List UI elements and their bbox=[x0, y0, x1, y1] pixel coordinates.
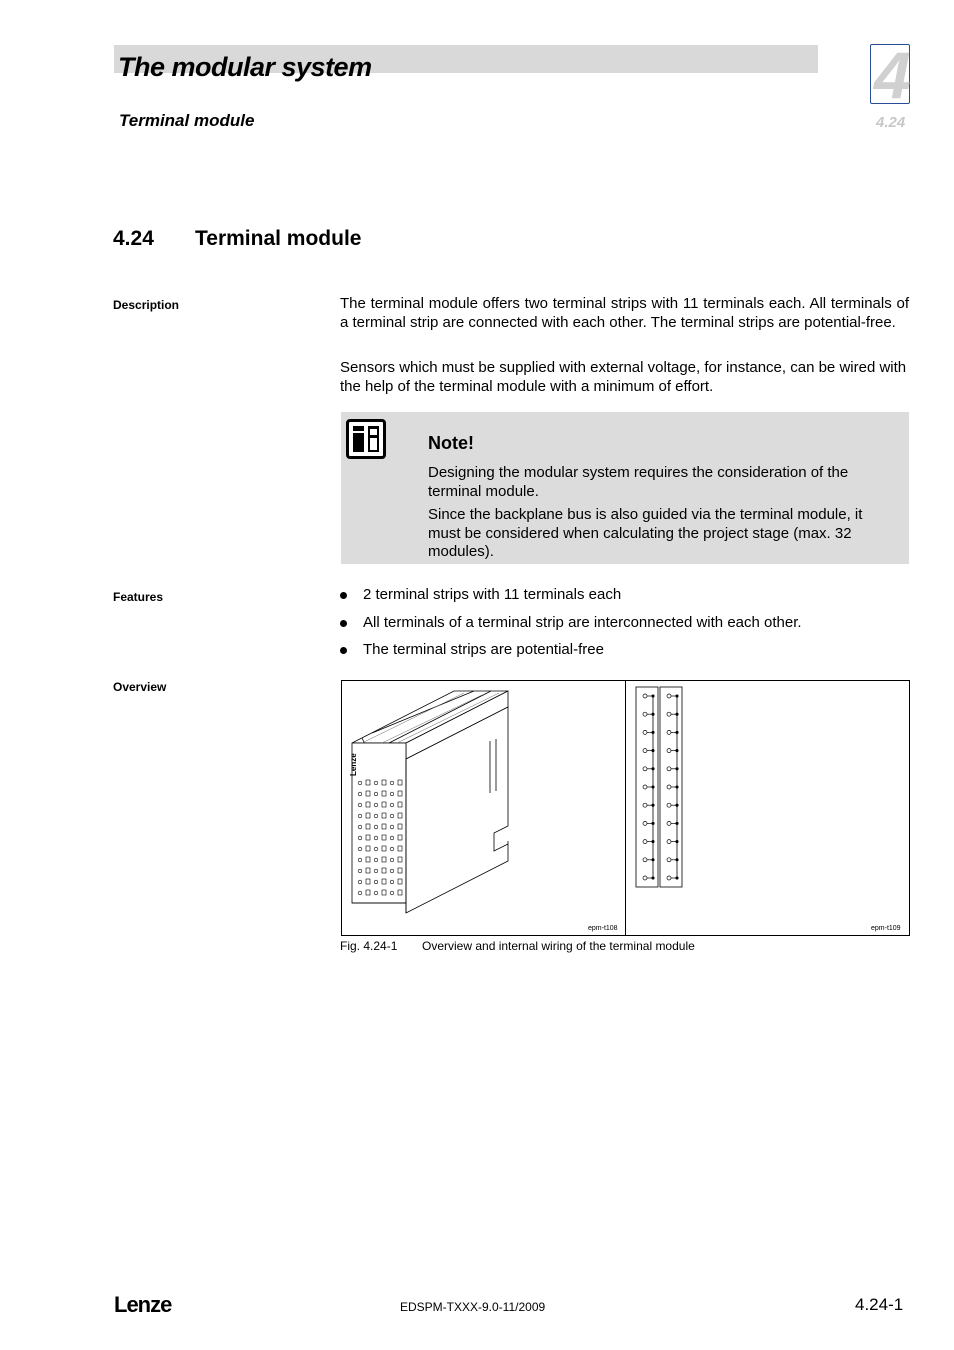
terminal-point bbox=[667, 840, 671, 844]
label-overview: Overview bbox=[113, 680, 167, 694]
figure-number: Fig. 4.24-1 bbox=[340, 939, 398, 953]
junction-dot bbox=[652, 840, 654, 842]
junction-dot bbox=[676, 731, 678, 733]
figure-code-left: epm-t108 bbox=[588, 925, 618, 932]
junction-dot bbox=[676, 822, 678, 824]
junction-dot bbox=[652, 713, 654, 715]
terminal-point bbox=[667, 821, 671, 825]
junction-dot bbox=[652, 786, 654, 788]
junction-dot bbox=[652, 731, 654, 733]
terminal-point bbox=[667, 730, 671, 734]
terminal-point bbox=[643, 840, 647, 844]
document-subtitle: Terminal module bbox=[119, 111, 255, 130]
label-features: Features bbox=[113, 590, 164, 604]
junction-dot bbox=[676, 859, 678, 861]
junction-dot bbox=[676, 768, 678, 770]
section-title: Terminal module bbox=[195, 227, 362, 250]
figure-caption bbox=[340, 939, 695, 953]
terminal-point bbox=[643, 785, 647, 789]
footer-logo: Lenze bbox=[114, 1292, 172, 1317]
terminal-point bbox=[667, 749, 671, 753]
terminal-point bbox=[643, 712, 647, 716]
note-text-1: Designing the modular system requires the consideration of the terminal module. bbox=[428, 464, 849, 500]
terminal-point bbox=[667, 803, 671, 807]
junction-dot bbox=[676, 877, 678, 879]
module-brand: Lenze bbox=[349, 753, 358, 776]
footer-document-id: EDSPM-TXXX-9.0-11/2009 bbox=[400, 1300, 546, 1314]
terminal-point bbox=[643, 803, 647, 807]
description-text-2 bbox=[340, 359, 909, 396]
terminal-point bbox=[667, 876, 671, 880]
junction-dot bbox=[652, 859, 654, 861]
terminal-point bbox=[643, 858, 647, 862]
list-item: The terminal strips are potential-free bbox=[340, 641, 909, 669]
junction-dot bbox=[676, 840, 678, 842]
section-heading bbox=[113, 227, 361, 251]
section-number: 4.24 bbox=[113, 227, 154, 250]
chapter-number: 4 bbox=[874, 38, 911, 112]
list-item: All terminals of a terminal strip are interconnected with each other. bbox=[340, 614, 909, 642]
terminal-point bbox=[643, 876, 647, 880]
junction-dot bbox=[676, 695, 678, 697]
description-paragraph: The terminal module offers two terminal strips with 11 terminals each. All terminals of a terminal strip are connected with each other. The terminal strips are potential-free. bbox=[340, 295, 909, 331]
terminal-point bbox=[667, 694, 671, 698]
description-paragraph: Sensors which must be supplied with external voltage, for instance, can be wired with the help of the terminal module with a minimum of effort. bbox=[340, 359, 907, 395]
description-text bbox=[340, 295, 909, 332]
terminal-point bbox=[667, 767, 671, 771]
junction-dot bbox=[652, 822, 654, 824]
features-list bbox=[340, 586, 909, 669]
info-icon bbox=[346, 419, 386, 459]
terminal-point bbox=[643, 730, 647, 734]
junction-dot bbox=[652, 749, 654, 751]
junction-dot bbox=[652, 804, 654, 806]
list-item: 2 terminal strips with 11 terminals each bbox=[340, 586, 909, 614]
terminal-point bbox=[667, 785, 671, 789]
junction-dot bbox=[652, 695, 654, 697]
terminal-point bbox=[643, 821, 647, 825]
figure-code-right: epm-t109 bbox=[871, 925, 901, 932]
note-text-2: Since the backplane bus is also guided via the terminal module, it must be considered when calculating the project stage (max. 32 modules). bbox=[428, 506, 863, 560]
figure-caption-text: Overview and internal wiring of the terminal module bbox=[422, 939, 695, 953]
terminal-point bbox=[643, 694, 647, 698]
terminal-point bbox=[643, 767, 647, 771]
junction-dot bbox=[676, 713, 678, 715]
module-drawing bbox=[342, 681, 624, 934]
junction-dot bbox=[676, 804, 678, 806]
footer-page-number: 4.24-1 bbox=[855, 1295, 904, 1314]
label-description: Description bbox=[113, 298, 180, 312]
chapter-section-number: 4.24 bbox=[876, 114, 906, 131]
note-title: Note! bbox=[428, 433, 474, 453]
junction-dot bbox=[676, 786, 678, 788]
document-title: The modular system bbox=[118, 52, 372, 82]
terminal-point bbox=[643, 749, 647, 753]
junction-dot bbox=[652, 768, 654, 770]
terminal-point bbox=[667, 858, 671, 862]
junction-dot bbox=[676, 749, 678, 751]
terminal-point bbox=[667, 712, 671, 716]
wiring-diagram bbox=[626, 681, 908, 934]
junction-dot bbox=[652, 877, 654, 879]
